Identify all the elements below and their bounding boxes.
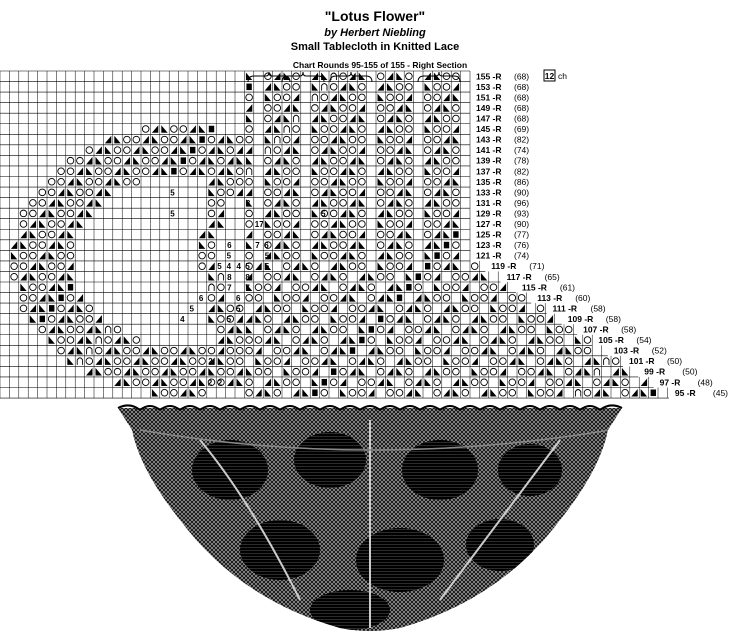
stitch-count-label: 7: [227, 283, 232, 293]
round-label: 97 -R: [659, 377, 681, 388]
round-stitch-count: (50): [682, 366, 698, 377]
stitch-count-label: 6: [227, 241, 232, 251]
round-label: 131 -R: [476, 197, 502, 208]
round-stitch-count: (74): [514, 250, 530, 261]
round-stitch-count: (77): [514, 229, 530, 240]
stitch-count-label: 5: [226, 314, 232, 324]
round-stitch-count: (96): [514, 197, 530, 208]
stitch-count-label: 5: [321, 209, 326, 219]
stitch-count-label: 5: [226, 251, 232, 261]
round-label: 155 -R: [476, 71, 502, 82]
round-label: 113 -R: [537, 292, 563, 303]
section-label: Chart Rounds 95-155 of 155 - Right Section: [292, 60, 468, 70]
round-label: 95 -R: [674, 387, 696, 398]
stitch-count-label: 5: [264, 262, 270, 272]
round-label: 101 -R: [629, 356, 655, 367]
round-label: 129 -R: [476, 208, 502, 219]
round-label: 125 -R: [476, 229, 502, 240]
repeat-unit: ch: [558, 71, 567, 81]
round-stitch-count: (90): [514, 219, 530, 229]
round-stitch-count: (69): [514, 124, 530, 135]
round-stitch-count: (58): [605, 313, 621, 324]
lace-lotus-motif: [192, 440, 268, 500]
stitch-count-label: 4: [236, 262, 241, 272]
round-stitch-count: (68): [514, 102, 530, 113]
round-label: 127 -R: [476, 219, 502, 229]
lace-lotus-motif: [310, 590, 390, 630]
round-stitch-count: (82): [514, 134, 530, 145]
stitch-count-label: 3: [245, 198, 251, 208]
round-stitch-count: (76): [514, 240, 530, 251]
round-stitch-count: (68): [514, 81, 530, 92]
repeat-box-number: 12: [544, 71, 555, 81]
round-stitch-count: (68): [514, 71, 530, 82]
round-stitch-count: (68): [514, 92, 530, 103]
round-label: 153 -R: [476, 81, 502, 92]
lace-lotus-motif: [466, 519, 534, 571]
round-label: 105 -R: [598, 335, 624, 346]
round-stitch-count: (68): [514, 113, 530, 124]
chart-title: "Lotus Flower": [324, 8, 426, 24]
stitch-count-label: 5: [236, 304, 241, 314]
lace-lotus-motif: [294, 432, 366, 488]
stitch-count-label: 6: [198, 293, 204, 303]
stitch-count-label: 2: [217, 378, 223, 388]
stitch-count-label: 5: [217, 262, 222, 272]
round-stitch-count: (58): [590, 303, 606, 314]
round-stitch-count: (90): [514, 187, 530, 198]
lace-lotus-motif: [240, 520, 320, 580]
round-label: 117 -R: [506, 271, 532, 282]
round-stitch-count: (74): [514, 145, 530, 156]
round-stitch-count: (52): [651, 345, 667, 356]
stitch-count-label: 8: [227, 272, 232, 282]
chart-subtitle: Small Tablecloth in Knitted Lace: [290, 41, 460, 53]
round-stitch-count: (86): [514, 176, 530, 187]
stitch-count-label: 4: [226, 262, 232, 272]
round-stitch-count: (50): [667, 356, 683, 367]
stitch-count-label: 6: [236, 293, 241, 303]
round-stitch-count: (82): [514, 166, 530, 177]
stitch-count-label: 5: [245, 262, 250, 272]
round-label: 109 -R: [567, 313, 594, 324]
round-stitch-count: (58): [621, 324, 637, 335]
round-label: 99 -R: [644, 366, 666, 377]
lace-fan: [118, 405, 622, 631]
round-label: 151 -R: [476, 92, 502, 103]
round-label: 135 -R: [476, 176, 502, 187]
round-stitch-count: (93): [514, 208, 530, 219]
chart-author: by Herbert Niebling: [324, 27, 426, 39]
stitch-count-label: 5: [189, 304, 194, 314]
round-label: 137 -R: [476, 166, 502, 177]
round-label: 115 -R: [521, 282, 547, 293]
round-label: 145 -R: [476, 124, 502, 135]
round-stitch-count: (78): [514, 155, 530, 166]
stitch-count-label: 5: [170, 209, 175, 219]
round-stitch-count: (45): [712, 387, 729, 398]
round-label: 133 -R: [476, 187, 502, 198]
round-label: 103 -R: [613, 345, 640, 356]
round-label: 139 -R: [476, 155, 502, 166]
stitch-count-label: 7: [255, 241, 260, 251]
round-stitch-count: (65): [544, 271, 560, 282]
stitch-count-label: 5: [264, 251, 270, 261]
stitch-count-label: 5: [170, 188, 175, 198]
stitch-count-label: 17: [254, 220, 264, 229]
stitch-count-label: 8: [245, 272, 250, 282]
round-stitch-count: (60): [575, 292, 591, 303]
lace-lotus-motif: [498, 444, 562, 496]
round-label: 141 -R: [476, 145, 502, 156]
stitch-count-label: 6: [264, 241, 269, 251]
round-label: 149 -R: [476, 102, 502, 113]
round-stitch-count: (61): [559, 282, 576, 293]
round-stitch-count: (54): [636, 335, 652, 346]
stitch-count-label: 2: [208, 357, 213, 367]
round-stitch-count: (48): [697, 377, 713, 388]
stitch-count-label: 2: [207, 378, 213, 388]
stitch-count-label: 7: [245, 283, 250, 293]
round-label: 121 -R: [476, 250, 502, 261]
round-label: 111 -R: [552, 303, 578, 314]
round-label: 107 -R: [583, 324, 609, 335]
round-label: 119 -R: [491, 261, 517, 272]
stitch-count-label: 4: [180, 314, 185, 324]
round-label: 123 -R: [476, 240, 502, 251]
round-stitch-count: (71): [529, 261, 545, 272]
round-label: 147 -R: [476, 113, 502, 124]
round-label: 143 -R: [476, 134, 502, 145]
